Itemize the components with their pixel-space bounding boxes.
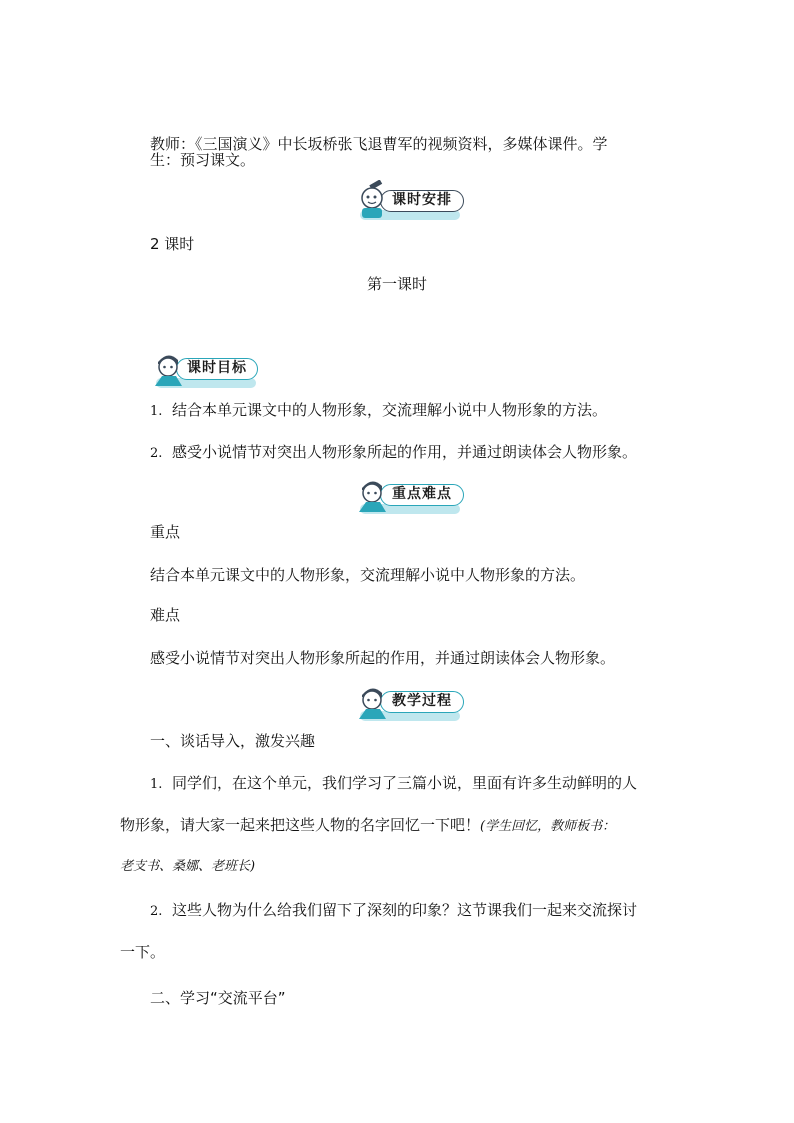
badge-schedule: [356, 180, 466, 220]
student-mascot-icon: [356, 681, 390, 721]
para-2-line-1: [150, 900, 637, 922]
lesson-hours: 2 课时: [150, 235, 195, 253]
para-1-note-b: 老支书、桑娜、老班长): [120, 859, 256, 874]
section-1-heading: 一、谈话导入，激发兴趣: [150, 732, 316, 750]
badge-objectives: [152, 348, 260, 388]
student-mascot-icon: [152, 348, 186, 388]
key-text: 结合本单元课文中的人物形象，交流理解小说中人物形象的方法。: [150, 566, 586, 584]
teacher-mascot-icon: [356, 180, 390, 220]
objective-item-2: [150, 442, 637, 464]
badge-objectives-label: 课时目标: [176, 358, 258, 380]
section-2-heading: 二、学习“交流平台”: [150, 989, 286, 1007]
objective-2-text: 感受小说情节对突出人物形象所起的作用，并通过朗读体会人物形象。: [172, 443, 638, 461]
difficult-text: 感受小说情节对突出人物形象所起的作用，并通过朗读体会人物形象。: [150, 649, 616, 667]
objective-2-num: 2.: [150, 446, 163, 461]
para-1-text-1: 同学们，在这个单元，我们学习了三篇小说，里面有许多生动鲜明的人: [172, 774, 638, 792]
para-2-text-1: 这些人物为什么给我们留下了深刻的印象？这节课我们一起来交流探讨: [172, 901, 638, 919]
para-2-line-2: 一下。: [120, 943, 166, 961]
para-1-text-2: 物形象，请大家一起来把这些人物的名字回忆一下吧！: [120, 816, 481, 834]
badge-process: [356, 681, 466, 721]
badge-keypoints-label: 重点难点: [380, 484, 464, 506]
para-1-line-2: [120, 815, 615, 837]
para-1-num: 1.: [150, 777, 163, 792]
objective-item-1: [150, 400, 607, 422]
para-2-num: 2.: [150, 904, 163, 919]
lesson-title: 第一课时: [366, 275, 427, 293]
badge-process-label: 教学过程: [380, 691, 464, 713]
badge-keypoints: [356, 474, 466, 514]
objective-1-num: 1.: [150, 404, 163, 419]
student-mascot-icon: [356, 474, 390, 514]
key-label: 重点: [150, 523, 181, 541]
para-1-line-1: [150, 773, 637, 795]
objective-1-text: 结合本单元课文中的人物形象，交流理解小说中人物形象的方法。: [172, 401, 608, 419]
materials-line-2: 生：预习课文。: [150, 151, 256, 169]
para-1-note-a: (学生回忆，教师板书：: [480, 819, 616, 834]
materials-line-1: 教师：《三国演义》中长坂桥张飞退曹军的视频资料，多媒体课件。学: [150, 135, 608, 153]
difficult-label: 难点: [150, 606, 181, 624]
badge-schedule-label: 课时安排: [380, 190, 464, 212]
